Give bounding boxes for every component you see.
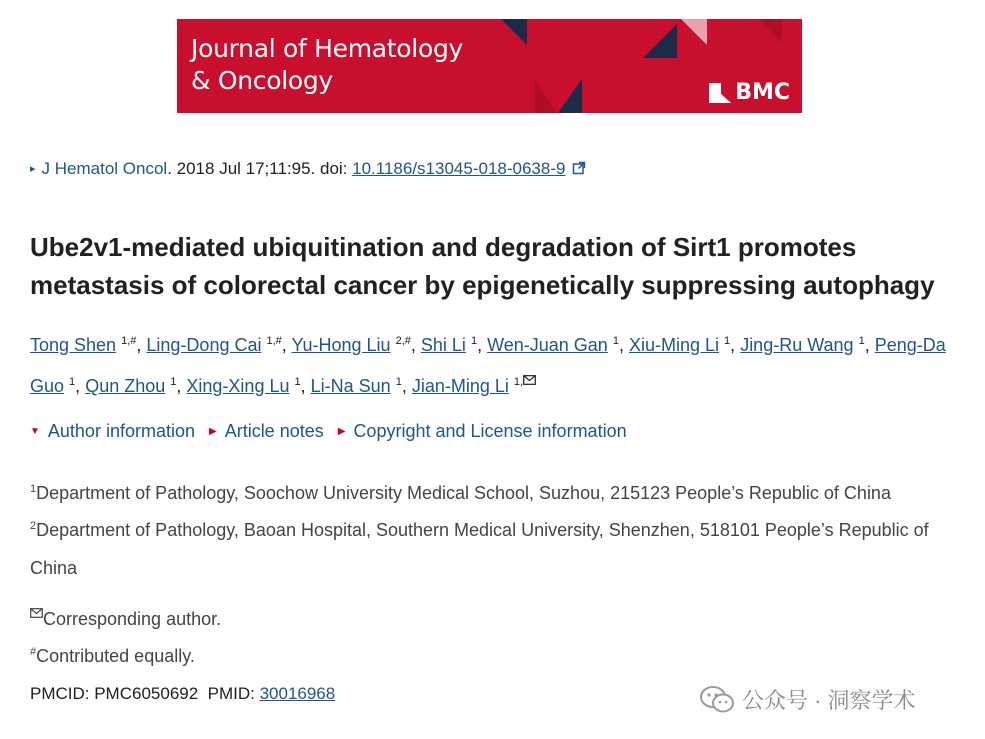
triangle-right-icon: ▶: [337, 426, 346, 437]
article-notes-toggle[interactable]: [209, 421, 324, 442]
affiliation-text: Department of Pathology, Baoan Hospital, Southern Medical University, Shenzhen, 518101 People’s Republic of China: [30, 520, 929, 578]
toggle-label: Article notes: [224, 421, 324, 441]
expand-arrow-icon[interactable]: ▸: [30, 163, 36, 175]
pmcid-label: PMCID: PMC6050692 PMID:: [30, 684, 260, 703]
journal-link[interactable]: J Hematol Oncol: [41, 159, 168, 178]
author-link[interactable]: Li-Na Sun: [310, 376, 391, 396]
affiliation-2: [30, 507, 960, 587]
author-link[interactable]: Shi Li: [420, 335, 466, 355]
note-symbol: #: [30, 646, 37, 658]
author-affiliation-sup: 1: [858, 335, 865, 347]
triangle-down-icon: ▼: [30, 426, 40, 437]
bmc-logo: BMC: [709, 80, 790, 105]
citation-line: [30, 159, 586, 179]
equal-contribution-note: [30, 646, 195, 667]
affiliation-1: [30, 470, 960, 512]
banner-triangle-decor: [681, 19, 707, 45]
author-affiliation-sup: 1: [170, 376, 177, 388]
journal-banner[interactable]: [177, 19, 802, 113]
author-link[interactable]: Tong Shen: [30, 335, 117, 355]
banner-triangle-decor: [501, 19, 527, 45]
doi-link[interactable]: 10.1186/s13045-018-0638-9: [352, 159, 566, 178]
bmc-mark-icon: [709, 83, 731, 103]
author-affiliation-sup: 1: [612, 335, 619, 347]
author-affiliation-sup: 1,#: [121, 335, 137, 347]
corresponding-author-note: [30, 608, 221, 630]
author-list: Tong Shen $^{1,\#}$, Ling-Dong Cai $^{1,\#}$, Yu-Hong Liu $^{2,\#}$, Shi Li $^1$, Wen-Juan Gan $^1$, Xiu-Ming Li $^1$, Jing-Ru Wang $^1$, Peng-Da Guo $^1$, Qun Zhou $^1$, Xing-Xing Lu $^1$, Li-Na Sun $^1$, Jian-Ming Li $^{1,}$: [30, 335, 946, 396]
envelope-sup: [30, 609, 43, 621]
wechat-watermark: [700, 684, 916, 715]
author-affiliation-sup: 2,#: [395, 335, 411, 347]
author-link[interactable]: Xiu-Ming Li: [628, 335, 720, 355]
wechat-icon: [700, 686, 734, 714]
triangle-right-icon: ▶: [208, 426, 217, 437]
author-link[interactable]: Xing-Xing Lu: [186, 376, 290, 396]
author-link[interactable]: Ling-Dong Cai: [146, 335, 262, 355]
article-title: Ube2v1-mediated ubiquitination and degradation of Sirt1 promotes metastasis of colorectal cancer by epigenetically suppressing autophagy: [30, 232, 935, 300]
note-text: Corresponding author.: [43, 609, 222, 629]
author-affiliation-sup: 1,#: [266, 335, 282, 347]
banner-triangle-decor: [535, 79, 557, 113]
banner-triangle-decor: [558, 79, 582, 113]
author-information-toggle[interactable]: [30, 421, 195, 442]
envelope-icon: [30, 608, 43, 618]
author-affiliation-sup: 1: [470, 335, 478, 347]
note-text: Contributed equally.: [36, 646, 195, 666]
envelope-icon: [523, 375, 536, 385]
affiliation-text: Department of Pathology, Soochow University Medical School, Suzhou, 215123 People’s Republic of China: [36, 483, 891, 503]
author-affiliation-sup: 1: [294, 376, 301, 388]
banner-triangle-decor: [643, 24, 677, 58]
author-link[interactable]: Yu-Hong Liu: [291, 335, 391, 355]
author-affiliation-sup: 1,: [514, 376, 536, 388]
pmcid-pmid-line: [30, 684, 335, 704]
external-link-icon[interactable]: [572, 161, 586, 175]
pmid-link[interactable]: 30016968: [259, 684, 336, 703]
author-affiliation-sup: 1: [395, 376, 402, 388]
toggle-label: Author information: [47, 421, 195, 441]
author-link[interactable]: Peng-Da Guo: [30, 335, 946, 396]
author-affiliation-sup: 1: [69, 376, 76, 388]
watermark-text: 公众号 · 洞察学术: [742, 688, 916, 713]
affiliation-number: 1: [30, 483, 37, 495]
affiliation-number: 2: [30, 520, 37, 532]
author-link[interactable]: Jian-Ming Li: [411, 376, 509, 396]
journal-title: Journal of Hematology & Oncology: [191, 34, 464, 95]
author-link[interactable]: Wen-Juan Gan: [487, 335, 608, 355]
copyright-toggle[interactable]: [338, 421, 627, 442]
info-toggles: [30, 421, 627, 442]
banner-triangle-decor: [758, 19, 782, 43]
toggle-label: Copyright and License information: [353, 421, 627, 441]
citation-details: . 2018 Jul 17;11:95. doi:: [167, 159, 353, 178]
author-affiliation-sup: 1: [724, 335, 731, 347]
author-link[interactable]: Qun Zhou: [85, 376, 166, 396]
author-link[interactable]: Jing-Ru Wang: [740, 335, 854, 355]
